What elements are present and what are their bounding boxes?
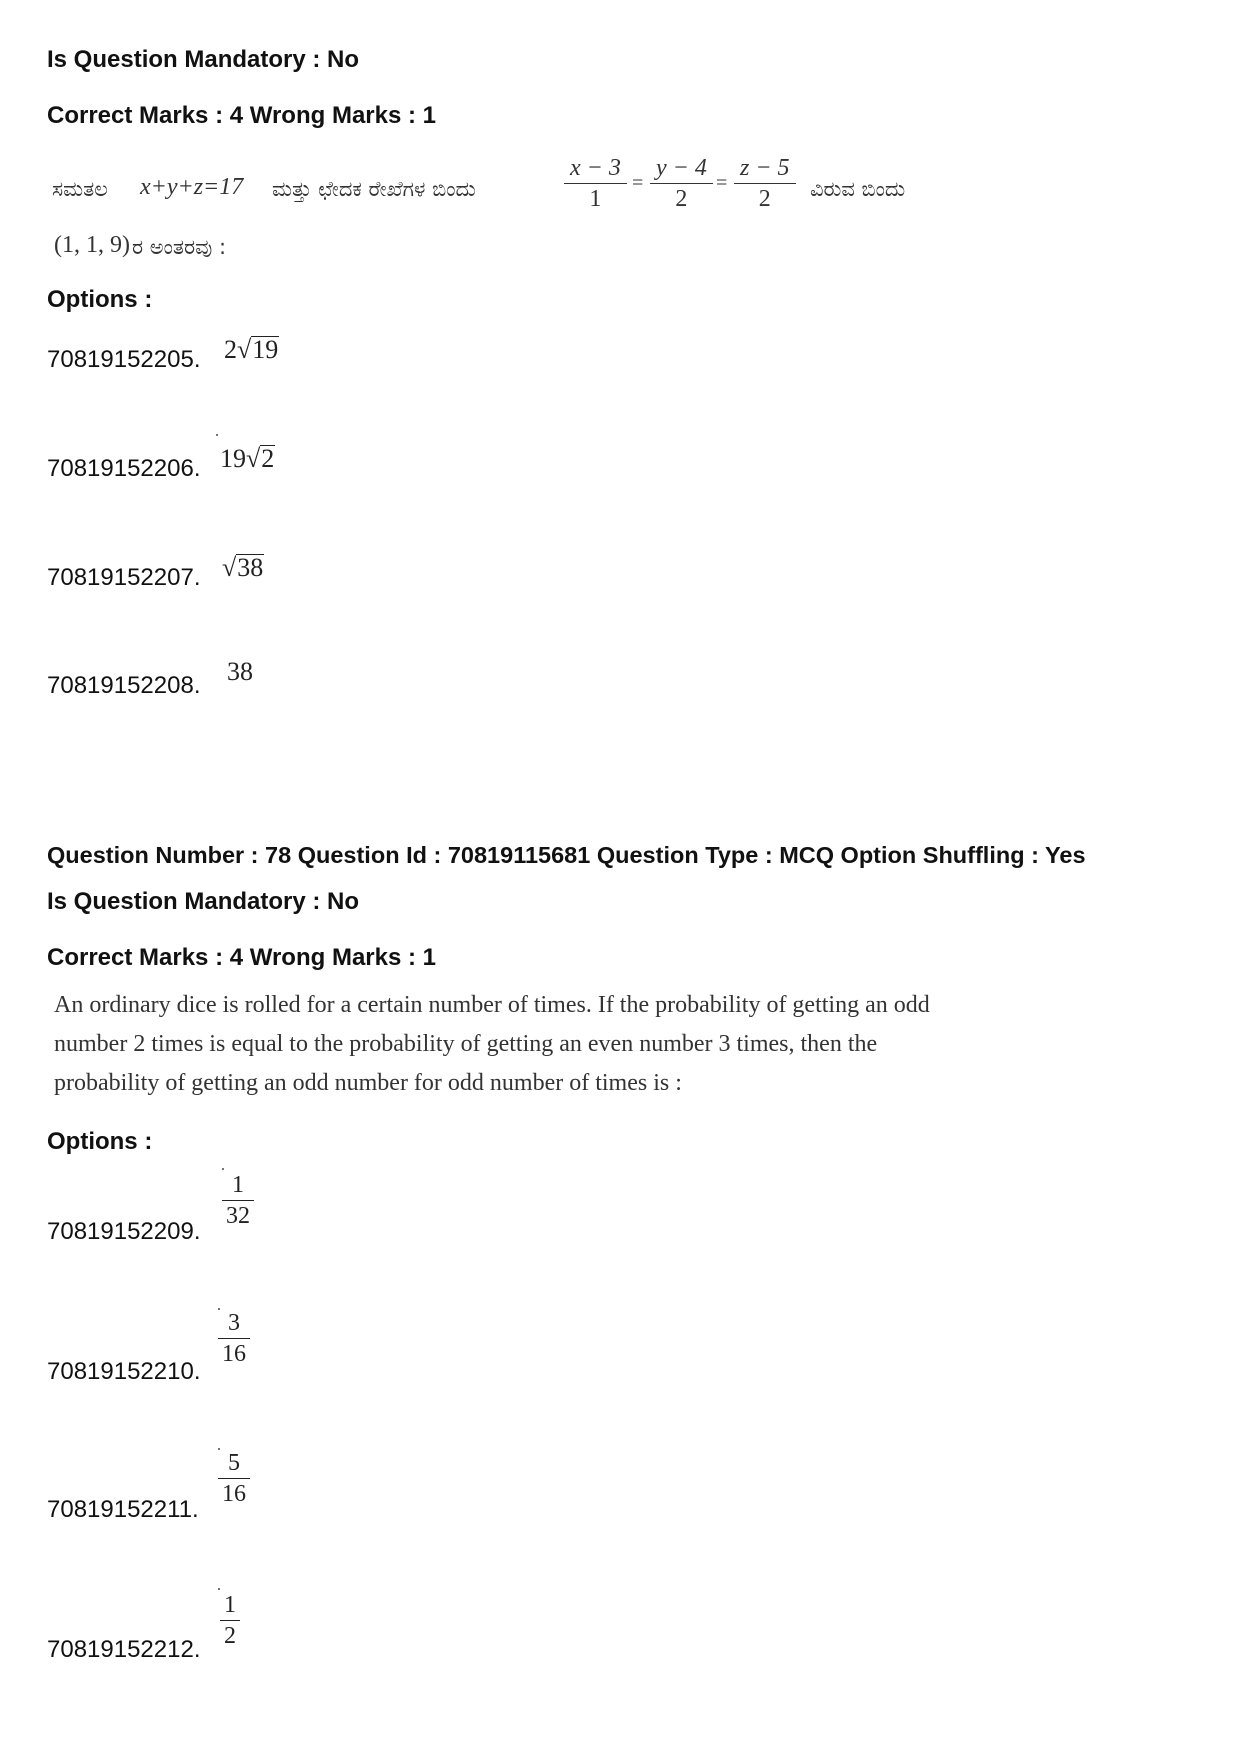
q78-options-label: Options :	[47, 1128, 153, 1155]
q78-option-1-answer[interactable]	[222, 1170, 254, 1231]
q77-equals-1: =	[632, 172, 644, 194]
question-line: probability of getting an odd number for odd number of times is :	[54, 1070, 682, 1096]
q77-line-fraction-y	[650, 153, 713, 214]
fraction-numerator: 3	[228, 1310, 240, 1336]
q77-mandatory: Is Question Mandatory : No	[47, 46, 360, 73]
q77-line-fraction-z	[734, 153, 796, 214]
q78-option-2-answer[interactable]	[218, 1308, 250, 1369]
q77-text-plane: ಸಮತಲ	[52, 177, 108, 201]
fraction-denominator: 16	[222, 1341, 246, 1367]
q78-option-1-id[interactable]: 70819152209.	[47, 1218, 201, 1245]
coefficient: 19	[220, 444, 246, 473]
question-line: An ordinary dice is rolled for a certain number of times. If the probability of getting an odd	[54, 992, 930, 1018]
q78-option-3-answer[interactable]	[218, 1448, 250, 1509]
fraction-denominator: 32	[226, 1203, 250, 1229]
q77-options-label: Options :	[47, 286, 153, 313]
fraction-denominator: 1	[589, 186, 602, 212]
q78-header: Question Number : 78 Question Id : 70819115681 Question Type : MCQ Option Shuffling : Yes	[47, 842, 1086, 868]
q78-question-text	[54, 986, 930, 1103]
radical-icon: √	[237, 335, 252, 364]
fraction-denominator: 16	[222, 1481, 246, 1507]
fraction-numerator: 5	[228, 1450, 240, 1476]
fraction-denominator: 2	[675, 186, 688, 212]
q77-text-and: ಮತ್ತು ಛೇದಕ ರೇಖೆಗಳ ಬಿಂದು	[272, 177, 476, 201]
q78-option-4-id[interactable]: 70819152212.	[47, 1636, 201, 1663]
fraction-numerator: y − 4	[656, 155, 707, 181]
q78-option-2-id[interactable]: 70819152210.	[47, 1358, 201, 1385]
fraction-numerator: z − 5	[740, 155, 790, 181]
scan-mark	[216, 434, 218, 436]
q77-plane-equation: x+y+z=17	[140, 174, 244, 200]
q77-marks: Correct Marks : 4 Wrong Marks : 1	[47, 102, 437, 129]
q78-option-4-answer[interactable]	[220, 1590, 240, 1651]
fraction-denominator: 2	[224, 1623, 236, 1649]
q77-text-distance: ರ ಅಂತರವು :	[132, 235, 227, 259]
fraction-numerator: 1	[224, 1592, 236, 1618]
q77-option-3-id[interactable]: 70819152207.	[47, 564, 201, 591]
radical-icon: √	[222, 553, 237, 582]
q77-line-fraction-x	[564, 153, 627, 214]
q77-point: (1, 1, 9)	[54, 232, 130, 258]
q77-option-1-answer[interactable]	[224, 335, 279, 365]
q77-equals-2: =	[716, 172, 728, 194]
fraction-numerator: x − 3	[570, 155, 621, 181]
q77-text-point-label: ವಿರುವ ಬಿಂದು	[810, 177, 906, 201]
q77-option-3-answer[interactable]	[222, 553, 264, 583]
q77-option-2-answer[interactable]	[220, 444, 275, 474]
radicand: 38	[237, 553, 264, 582]
question-line: number 2 times is equal to the probability of getting an even number 3 times, then the	[54, 1031, 878, 1057]
radicand: 19	[252, 335, 279, 364]
q77-option-4-answer[interactable]: 38	[227, 657, 253, 686]
radicand: 2	[261, 444, 275, 473]
q77-option-1-id[interactable]: 70819152205.	[47, 346, 201, 373]
coefficient: 2	[224, 335, 237, 364]
q78-mandatory: Is Question Mandatory : No	[47, 888, 360, 915]
fraction-numerator: 1	[232, 1172, 244, 1198]
q78-marks: Correct Marks : 4 Wrong Marks : 1	[47, 944, 437, 971]
q77-option-2-id[interactable]: 70819152206.	[47, 455, 201, 482]
radical-icon: √	[246, 444, 261, 473]
fraction-denominator: 2	[758, 186, 771, 212]
q77-option-4-id[interactable]: 70819152208.	[47, 672, 201, 699]
q78-option-3-id[interactable]: 70819152211.	[47, 1496, 199, 1523]
